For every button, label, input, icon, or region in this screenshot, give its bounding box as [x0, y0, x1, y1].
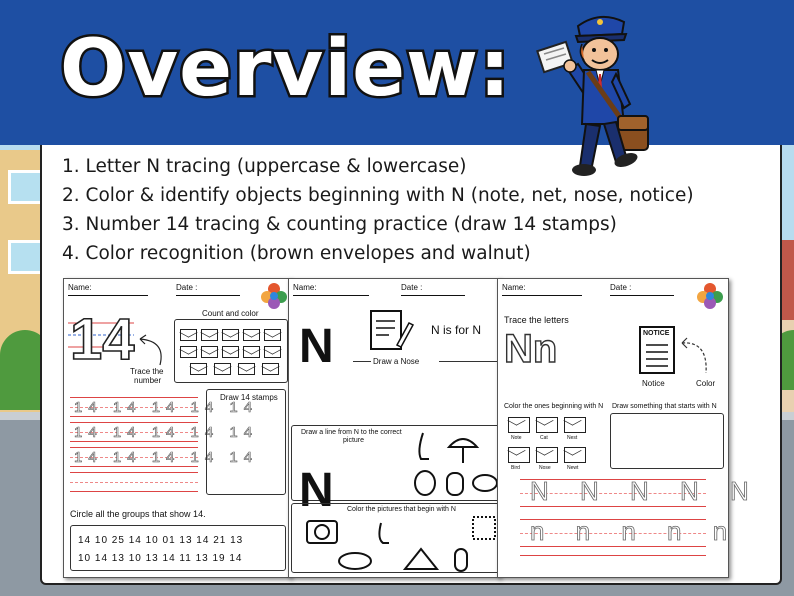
number-row: 14 10 25 14 10 01 13 14 21 13 — [78, 535, 244, 546]
worksheet-n-is-for — [288, 278, 500, 578]
name-label: Name: — [502, 283, 526, 292]
list-item: 4. Color recognition (brown envelopes and walnut) — [62, 243, 531, 264]
envelope-word: Nest — [567, 435, 578, 441]
trace-label-2: number — [134, 376, 162, 385]
worksheet-number-14 — [63, 278, 291, 578]
trace-label: Trace the — [130, 367, 164, 376]
date-label: Date : — [610, 283, 632, 292]
envelope-word: Bird — [511, 465, 520, 471]
pig-icon — [473, 475, 497, 491]
draw-line-label-2: picture — [343, 437, 365, 444]
count-label: Count and color — [202, 309, 259, 318]
circle-groups-label: Circle all the groups that show 14. — [70, 509, 206, 519]
color-label: Color — [696, 379, 716, 388]
name-line — [68, 295, 148, 296]
overview-list — [62, 152, 762, 268]
envelope-icon — [564, 447, 586, 463]
traceable-14-icon — [68, 305, 135, 372]
list-item: 2. Color & identify objects beginning with N (note, net, nose, notice) — [62, 185, 694, 206]
number-row: 10 14 13 10 13 14 11 13 19 14 — [78, 553, 243, 564]
outline-nn: Nn — [504, 327, 558, 371]
umbrella-icon — [449, 439, 477, 447]
peanut-icon — [455, 549, 467, 571]
net-icon — [473, 517, 495, 539]
date-label: Date : — [401, 283, 423, 292]
number-groups-box — [70, 525, 286, 571]
envelope-icon — [536, 417, 558, 433]
envelope-icon — [508, 417, 530, 433]
lowercase-trace-text: n n n n n — [530, 516, 740, 546]
notepad-icon — [367, 305, 413, 355]
notice-sign-text: NOTICE — [643, 330, 670, 337]
trace-text: 14 14 14 14 14 — [74, 399, 259, 416]
draw-something-box — [610, 413, 724, 469]
sandwich-icon — [405, 549, 437, 569]
envelope-word: Note — [511, 435, 522, 441]
notice-label: Notice — [642, 379, 665, 388]
name-line — [293, 295, 369, 296]
worksheet-trace-letters — [497, 278, 761, 578]
trace-text: 14 14 14 14 14 — [74, 424, 259, 441]
envelope-word: Nose — [539, 465, 551, 471]
draw-line-label: Draw a line from N to the correct — [301, 429, 402, 436]
empty-trace-row — [520, 555, 706, 565]
flower-logo-icon — [696, 281, 724, 311]
peanut-icon — [447, 473, 463, 495]
dashed-arrow-icon — [678, 333, 712, 377]
flower-logo-icon — [260, 281, 288, 311]
envelope-word: Cat — [540, 435, 548, 441]
draw-nose-label: Draw a Nose — [373, 357, 420, 366]
color-ones-label: Color the ones beginning with N — [504, 403, 604, 410]
trace-row — [70, 447, 259, 467]
lowercase-trace-row — [520, 516, 740, 547]
trace-text: 14 14 14 14 14 — [74, 449, 259, 466]
color-pictures-row — [303, 517, 499, 573]
list-item: 1. Letter N tracing (uppercase & lowercase) — [62, 156, 467, 177]
uppercase-trace-text: N N N N N — [530, 476, 761, 506]
pepper-icon — [415, 471, 435, 495]
trace-row — [70, 422, 259, 442]
uppercase-trace-row — [520, 476, 761, 507]
draw-something-label: Draw something that starts with N — [612, 403, 717, 410]
draw-stamps-label: Draw 14 stamps — [220, 393, 278, 402]
n-is-for-label: N is for N — [431, 323, 482, 337]
envelope-icon — [536, 447, 558, 463]
list-item: 3. Number 14 tracing & counting practice (draw 14 stamps) — [62, 214, 617, 235]
name-label: Name: — [293, 283, 317, 292]
big-letter-n: N — [299, 464, 334, 517]
date-line — [176, 295, 240, 296]
envelope-icon — [564, 417, 586, 433]
envelope-icon — [508, 447, 530, 463]
page-title: Overview: — [60, 24, 512, 114]
envelope-word: Newt — [567, 465, 579, 471]
svg-text:14: 14 — [70, 307, 135, 372]
nest-icon — [339, 553, 371, 569]
nose-icon — [379, 523, 389, 543]
date-line — [401, 295, 465, 296]
trace-letters-label: Trace the letters — [504, 315, 569, 325]
name-line — [502, 295, 582, 296]
big-letter-n: N — [299, 320, 334, 373]
draw-stamps-box — [206, 389, 286, 495]
date-line — [610, 295, 674, 296]
nose-icon — [419, 433, 429, 459]
color-pictures-label: Color the pictures that begin with N — [347, 506, 456, 513]
trace-row — [70, 397, 259, 417]
name-label: Name: — [68, 283, 92, 292]
matching-pictures — [413, 429, 501, 499]
trace-row — [70, 472, 198, 492]
date-label: Date : — [176, 283, 198, 292]
curved-arrow-icon — [134, 333, 168, 369]
